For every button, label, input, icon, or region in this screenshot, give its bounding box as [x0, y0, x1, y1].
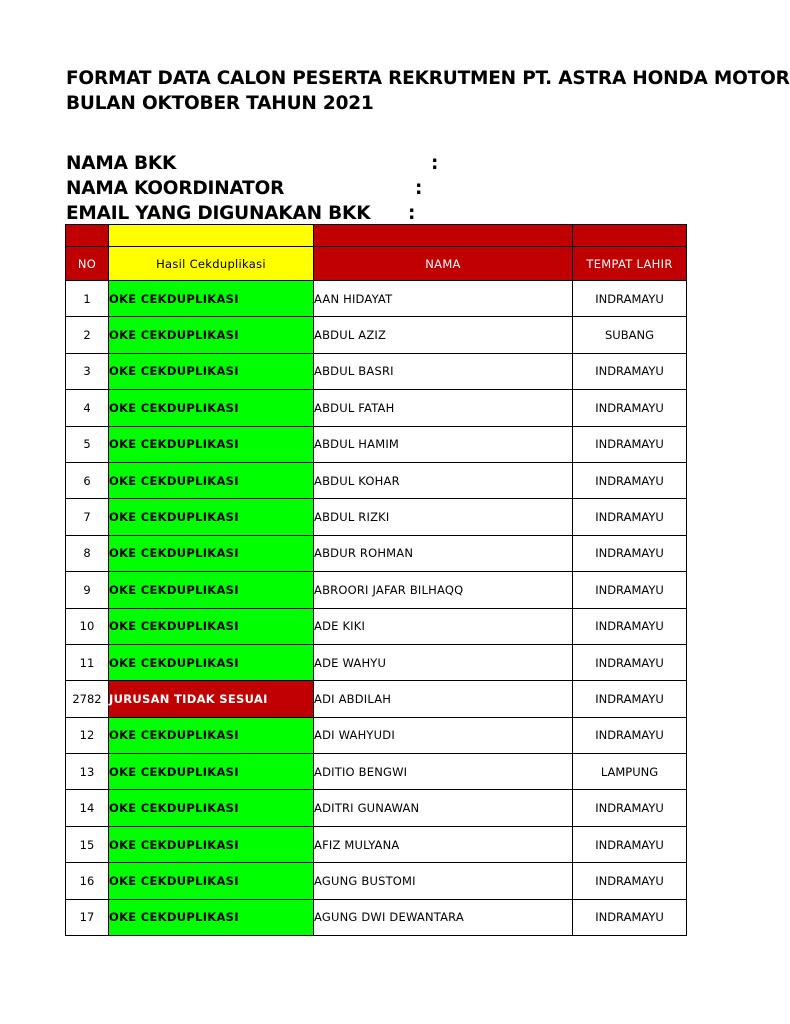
cell-hasil-cekduplikasi: OKE CEKDUPLIKASI [109, 717, 314, 753]
cell-no: 13 [66, 754, 109, 790]
cell-nama: ADI ABDILAH [314, 681, 573, 717]
table-spacer-row [66, 225, 687, 247]
column-header-tempat-lahir: TEMPAT LAHIR [573, 247, 687, 281]
cell-hasil-cekduplikasi: OKE CEKDUPLIKASI [109, 826, 314, 862]
cell-nama: ABROORI JAFAR BILHAQQ [314, 572, 573, 608]
field-email-bkk-label: EMAIL YANG DIGUNAKAN BKK [66, 203, 371, 224]
cell-no: 11 [66, 644, 109, 680]
cell-no: 1 [66, 281, 109, 317]
cell-nama: ADE WAHYU [314, 644, 573, 680]
field-nama-bkk-colon: : [431, 153, 439, 174]
spacer-cell [314, 225, 573, 247]
table-row [66, 462, 687, 498]
cell-hasil-cekduplikasi: OKE CEKDUPLIKASI [109, 390, 314, 426]
cell-nama: AAN HIDAYAT [314, 281, 573, 317]
field-nama-koordinator-colon: : [415, 178, 423, 199]
cell-no: 10 [66, 608, 109, 644]
cell-tempat-lahir: INDRAMAYU [573, 572, 687, 608]
cell-nama: ABDUL HAMIM [314, 426, 573, 462]
cell-tempat-lahir: INDRAMAYU [573, 826, 687, 862]
cell-nama: ABDUL RIZKI [314, 499, 573, 535]
table-row [66, 644, 687, 680]
cell-no: 17 [66, 899, 109, 935]
cell-tempat-lahir: INDRAMAYU [573, 790, 687, 826]
cell-no: 2 [66, 317, 109, 353]
cell-nama: ABDUL BASRI [314, 353, 573, 389]
cell-hasil-cekduplikasi: OKE CEKDUPLIKASI [109, 572, 314, 608]
table-row [66, 608, 687, 644]
cell-nama: AGUNG DWI DEWANTARA [314, 899, 573, 935]
cell-nama: ABDUL FATAH [314, 390, 573, 426]
table-row [66, 754, 687, 790]
cell-nama: ADI WAHYUDI [314, 717, 573, 753]
table-row [66, 681, 687, 717]
table-row [66, 499, 687, 535]
cell-hasil-cekduplikasi: JURUSAN TIDAK SESUAI [109, 681, 314, 717]
table-header-row [66, 247, 687, 281]
cell-no: 14 [66, 790, 109, 826]
table-row [66, 281, 687, 317]
candidate-table [65, 224, 687, 936]
document-title: FORMAT DATA CALON PESERTA REKRUTMEN PT. ASTRA HONDA MOTOR [66, 68, 790, 89]
cell-nama: ABDUL AZIZ [314, 317, 573, 353]
cell-no: 3 [66, 353, 109, 389]
cell-tempat-lahir: INDRAMAYU [573, 353, 687, 389]
spacer-cell [109, 225, 314, 247]
cell-tempat-lahir: INDRAMAYU [573, 863, 687, 899]
cell-no: 6 [66, 462, 109, 498]
cell-hasil-cekduplikasi: OKE CEKDUPLIKASI [109, 754, 314, 790]
table-row [66, 572, 687, 608]
cell-no: 2782 [66, 681, 109, 717]
cell-hasil-cekduplikasi: OKE CEKDUPLIKASI [109, 790, 314, 826]
cell-no: 8 [66, 535, 109, 571]
table-row [66, 353, 687, 389]
column-header-nama: NAMA [314, 247, 573, 281]
cell-nama: ABDUR ROHMAN [314, 535, 573, 571]
cell-nama: AGUNG BUSTOMI [314, 863, 573, 899]
cell-nama: ADITRI GUNAWAN [314, 790, 573, 826]
cell-no: 9 [66, 572, 109, 608]
column-header-hasil: Hasil Cekduplikasi [109, 247, 314, 281]
cell-hasil-cekduplikasi: OKE CEKDUPLIKASI [109, 535, 314, 571]
cell-nama: ADE KIKI [314, 608, 573, 644]
cell-no: 4 [66, 390, 109, 426]
cell-tempat-lahir: INDRAMAYU [573, 899, 687, 935]
cell-tempat-lahir: LAMPUNG [573, 754, 687, 790]
title-clip [0, 0, 790, 130]
table-row [66, 863, 687, 899]
table-row [66, 317, 687, 353]
document-subtitle: BULAN OKTOBER TAHUN 2021 [66, 93, 374, 114]
table-row [66, 390, 687, 426]
cell-hasil-cekduplikasi: OKE CEKDUPLIKASI [109, 608, 314, 644]
cell-nama: AFIZ MULYANA [314, 826, 573, 862]
cell-no: 15 [66, 826, 109, 862]
cell-tempat-lahir: INDRAMAYU [573, 462, 687, 498]
cell-nama: ABDUL KOHAR [314, 462, 573, 498]
field-nama-koordinator-label: NAMA KOORDINATOR [66, 178, 285, 199]
cell-hasil-cekduplikasi: OKE CEKDUPLIKASI [109, 426, 314, 462]
cell-tempat-lahir: INDRAMAYU [573, 608, 687, 644]
table-row [66, 535, 687, 571]
spacer-cell [573, 225, 687, 247]
field-nama-bkk-label: NAMA BKK [66, 153, 177, 174]
cell-no: 7 [66, 499, 109, 535]
spacer-cell [66, 225, 109, 247]
column-header-no: NO [66, 247, 109, 281]
cell-hasil-cekduplikasi: OKE CEKDUPLIKASI [109, 317, 314, 353]
cell-tempat-lahir: INDRAMAYU [573, 717, 687, 753]
table-row [66, 790, 687, 826]
cell-hasil-cekduplikasi: OKE CEKDUPLIKASI [109, 281, 314, 317]
cell-hasil-cekduplikasi: OKE CEKDUPLIKASI [109, 353, 314, 389]
cell-hasil-cekduplikasi: OKE CEKDUPLIKASI [109, 499, 314, 535]
cell-tempat-lahir: SUBANG [573, 317, 687, 353]
cell-no: 16 [66, 863, 109, 899]
cell-tempat-lahir: INDRAMAYU [573, 535, 687, 571]
cell-no: 12 [66, 717, 109, 753]
cell-tempat-lahir: INDRAMAYU [573, 390, 687, 426]
table-row [66, 426, 687, 462]
cell-hasil-cekduplikasi: OKE CEKDUPLIKASI [109, 863, 314, 899]
cell-hasil-cekduplikasi: OKE CEKDUPLIKASI [109, 462, 314, 498]
cell-tempat-lahir: INDRAMAYU [573, 281, 687, 317]
table-row [66, 899, 687, 935]
cell-hasil-cekduplikasi: OKE CEKDUPLIKASI [109, 899, 314, 935]
cell-nama: ADITIO BENGWI [314, 754, 573, 790]
cell-tempat-lahir: INDRAMAYU [573, 681, 687, 717]
cell-no: 5 [66, 426, 109, 462]
cell-tempat-lahir: INDRAMAYU [573, 499, 687, 535]
table-row [66, 717, 687, 753]
field-email-bkk-colon: : [408, 203, 416, 224]
cell-tempat-lahir: INDRAMAYU [573, 644, 687, 680]
table-row [66, 826, 687, 862]
cell-tempat-lahir: INDRAMAYU [573, 426, 687, 462]
cell-hasil-cekduplikasi: OKE CEKDUPLIKASI [109, 644, 314, 680]
